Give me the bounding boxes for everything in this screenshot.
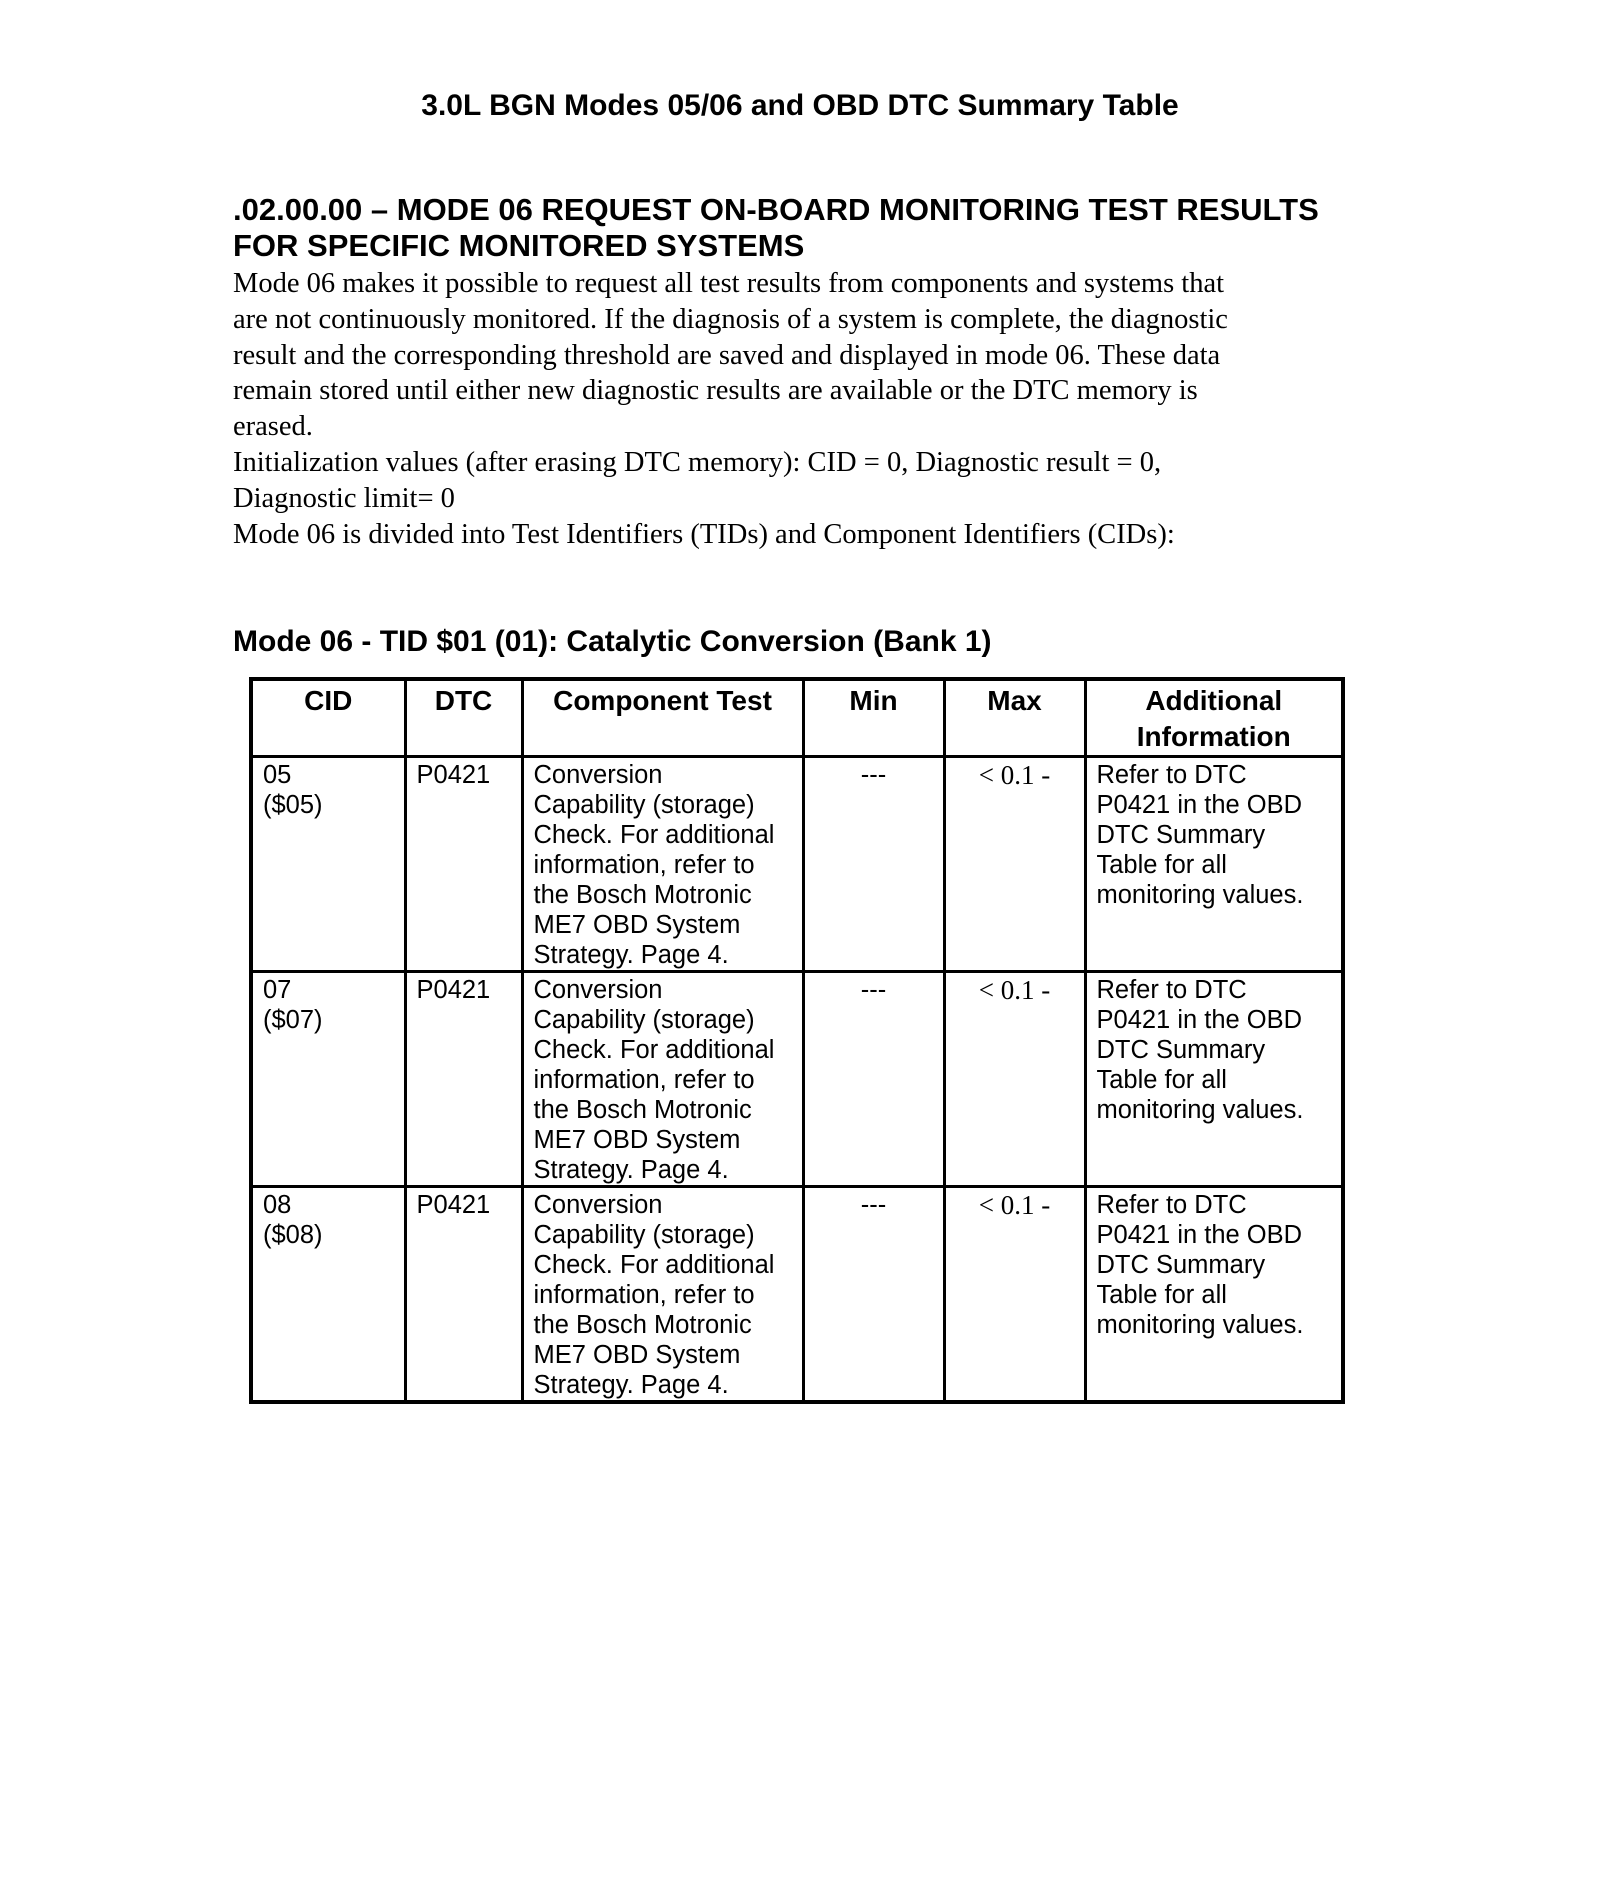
cell-line: DTC Summary — [1096, 821, 1266, 849]
section-heading-line: FOR SPECIFIC MONITORED SYSTEMS — [233, 228, 805, 263]
cell-line: information, refer to — [533, 851, 755, 879]
cell-line: the Bosch Motronic — [533, 1311, 752, 1339]
cell-cid — [251, 972, 405, 1187]
cell-component-test — [522, 1187, 803, 1403]
mode06-table — [249, 677, 1345, 1404]
cell-cid — [251, 757, 405, 972]
table-row — [251, 972, 1343, 1187]
cell-line: Table for all — [1096, 1281, 1227, 1309]
cell-line: Conversion — [533, 761, 663, 789]
cell-line: 05 — [263, 761, 292, 789]
cell-line: the Bosch Motronic — [533, 881, 752, 909]
cell-min: --- — [803, 1187, 944, 1403]
cell-line: Refer to DTC — [1096, 761, 1247, 789]
cell-line: ($07) — [263, 1006, 323, 1034]
cell-line: P0421 in the OBD — [1096, 1006, 1303, 1034]
table-row — [251, 1187, 1343, 1403]
cell-min: --- — [803, 757, 944, 972]
cell-line: Conversion — [533, 976, 663, 1004]
cell-line: Table for all — [1096, 851, 1227, 879]
cell-line: the Bosch Motronic — [533, 1096, 752, 1124]
cell-line: ME7 OBD System — [533, 911, 741, 939]
header-min: Min — [803, 679, 944, 757]
cell-line: DTC Summary — [1096, 1036, 1266, 1064]
section-heading — [233, 192, 1373, 264]
cell-line: ME7 OBD System — [533, 1126, 741, 1154]
cell-line: monitoring values. — [1096, 1311, 1304, 1339]
cell-line: 08 — [263, 1191, 292, 1219]
cell-line: P0421 in the OBD — [1096, 791, 1303, 819]
cell-line: Check. For additional — [533, 1036, 775, 1064]
section-heading-line: .02.00.00 – MODE 06 REQUEST ON-BOARD MONITORING TEST RESULTS — [233, 192, 1319, 227]
cell-line: Strategy. Page 4. — [533, 1156, 729, 1184]
cell-dtc: P0421 — [405, 972, 522, 1187]
cell-additional-information — [1085, 972, 1343, 1187]
cell-line: Strategy. Page 4. — [533, 1371, 729, 1399]
body-line: Mode 06 makes it possible to request all test results from components and systems that — [233, 268, 1225, 299]
cell-additional-information — [1085, 757, 1343, 972]
table-caption: Mode 06 - TID $01 (01): Catalytic Conversion (Bank 1) — [233, 625, 992, 658]
cell-line: Refer to DTC — [1096, 976, 1247, 1004]
cell-line: DTC Summary — [1096, 1251, 1266, 1279]
header-dtc: DTC — [405, 679, 522, 757]
cell-min: --- — [803, 972, 944, 1187]
cell-cid — [251, 1187, 405, 1403]
body-paragraph — [233, 266, 1363, 552]
body-line: Diagnostic limit= 0 — [233, 482, 455, 514]
cell-max: < 0.1 - — [944, 757, 1085, 972]
body-line: Mode 06 is divided into Test Identifiers (TIDs) and Component Identifiers (CIDs): — [233, 518, 1175, 550]
cell-line: monitoring values. — [1096, 881, 1304, 909]
cell-component-test — [522, 972, 803, 1187]
page-title: 3.0L BGN Modes 05/06 and OBD DTC Summary Table — [421, 89, 1179, 122]
cell-line: information, refer to — [533, 1066, 755, 1094]
cell-component-test — [522, 757, 803, 972]
cell-line: Conversion — [533, 1191, 663, 1219]
cell-line: information, refer to — [533, 1281, 755, 1309]
cell-line: Capability (storage) — [533, 791, 755, 819]
cell-max: < 0.1 - — [944, 1187, 1085, 1403]
body-line: remain stored until either new diagnostic results are available or the DTC memory is — [233, 375, 1198, 407]
header-line: Information — [1136, 721, 1291, 752]
cell-line: Table for all — [1096, 1066, 1227, 1094]
body-line: result and the corresponding threshold are saved and displayed in mode 06. These data — [233, 339, 1221, 371]
header-component-test: Component Test — [522, 679, 803, 757]
cell-dtc: P0421 — [405, 757, 522, 972]
body-line: erased. — [233, 411, 313, 443]
cell-line: Check. For additional — [533, 821, 775, 849]
cell-dtc: P0421 — [405, 1187, 522, 1403]
table-header-row — [251, 679, 1343, 757]
cell-max: < 0.1 - — [944, 972, 1085, 1187]
header-line: Additional — [1145, 685, 1283, 716]
cell-line: Refer to DTC — [1096, 1191, 1247, 1219]
cell-line: Check. For additional — [533, 1251, 775, 1279]
body-line: are not continuously monitored. If the diagnosis of a system is complete, the diagnostic — [233, 303, 1228, 335]
header-max: Max — [944, 679, 1085, 757]
cell-line: Capability (storage) — [533, 1221, 755, 1249]
body-line: Initialization values (after erasing DTC memory): CID = 0, Diagnostic result = 0, — [233, 446, 1162, 478]
cell-line: 07 — [263, 976, 292, 1004]
cell-line: Strategy. Page 4. — [533, 941, 729, 969]
cell-line: P0421 in the OBD — [1096, 1221, 1303, 1249]
cell-additional-information — [1085, 1187, 1343, 1403]
cell-line: Capability (storage) — [533, 1006, 755, 1034]
cell-line: monitoring values. — [1096, 1096, 1304, 1124]
header-additional-information — [1085, 679, 1343, 757]
header-cid: CID — [251, 679, 405, 757]
cell-line: ($05) — [263, 791, 323, 819]
cell-line: ME7 OBD System — [533, 1341, 741, 1369]
cell-line: ($08) — [263, 1221, 323, 1249]
table-row — [251, 757, 1343, 972]
